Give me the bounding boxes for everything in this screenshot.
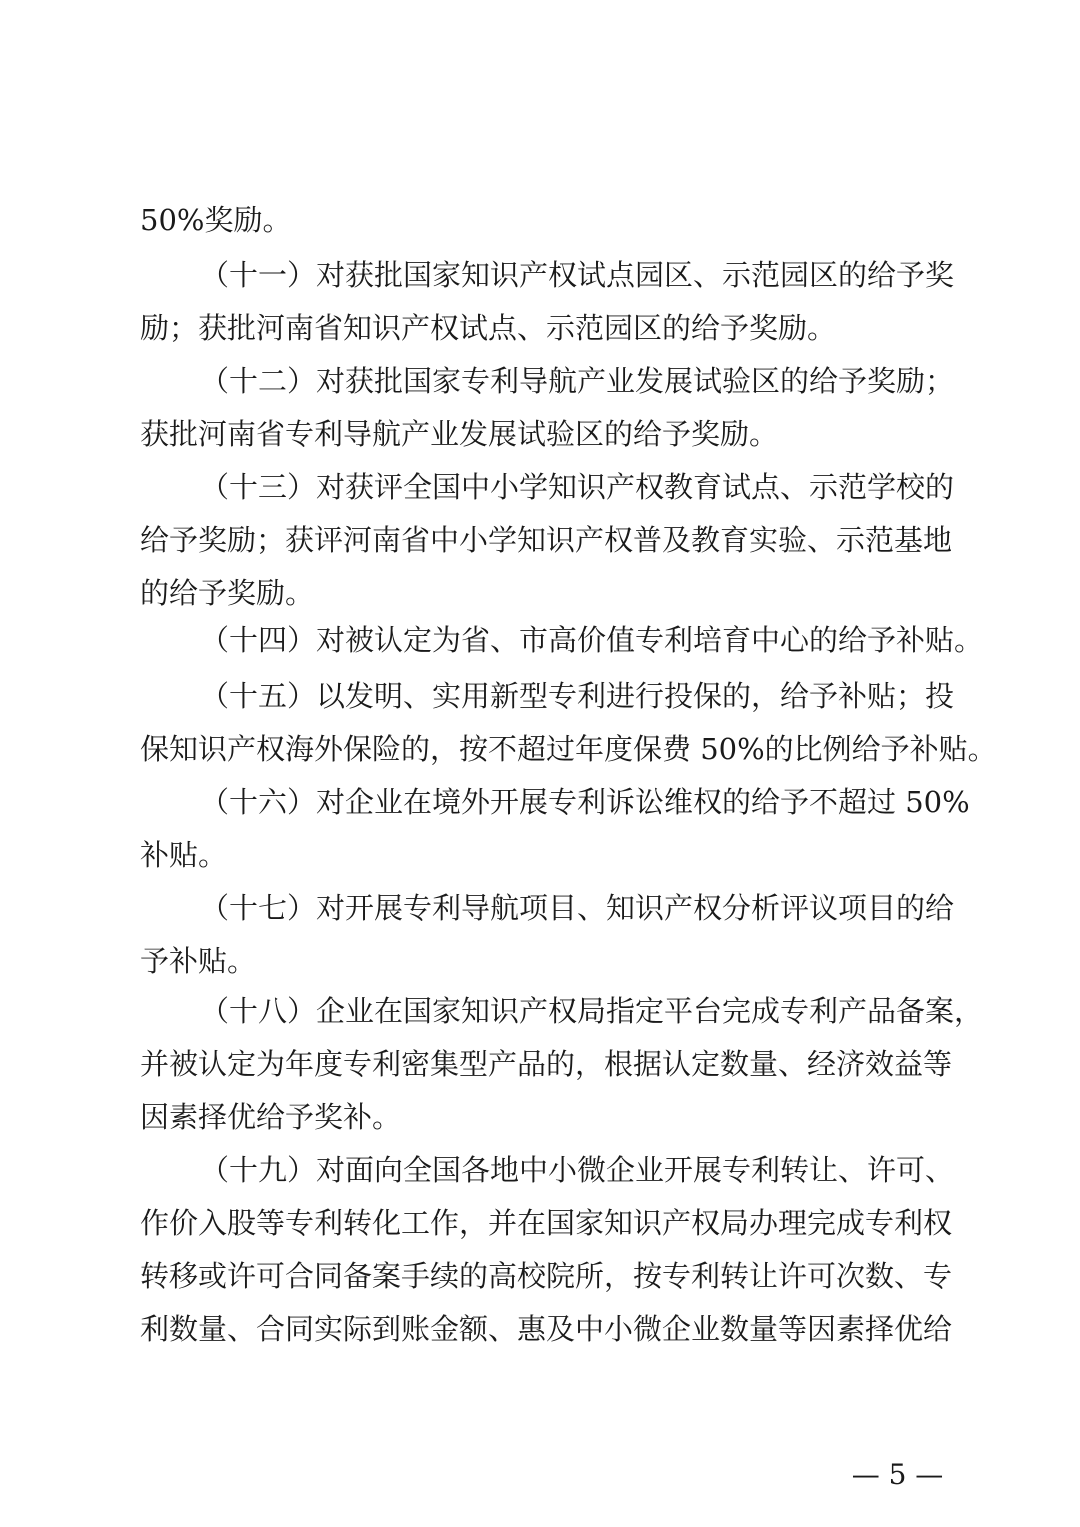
text-line: 保知识产权海外保险的，按不超过年度保费 50%的比例给予补贴。 — [140, 732, 997, 766]
text-line: 因素择优给予奖补。 — [140, 1100, 402, 1134]
text-line: 予补贴。 — [140, 944, 257, 978]
text-line: 作价入股等专利转化工作，并在国家知识产权局办理完成专利权 — [140, 1206, 953, 1240]
text-line: 获批河南省专利导航产业发展试验区的给予奖励。 — [140, 417, 779, 451]
text-line: 利数量、合同实际到账金额、惠及中小微企业数量等因素择优给 — [140, 1312, 953, 1346]
page-number: — 5 — — [851, 1458, 944, 1491]
text-line: （十一）对获批国家知识产权试点园区、示范园区的给予奖 — [200, 258, 955, 292]
text-line: 补贴。 — [140, 838, 228, 872]
text-line: （十二）对获批国家专利导航产业发展试验区的给予奖励； — [200, 364, 955, 398]
text-line: 给予奖励；获评河南省中小学知识产权普及教育实验、示范基地 — [140, 523, 953, 557]
text-line: 并被认定为年度专利密集型产品的，根据认定数量、经济效益等 — [140, 1047, 953, 1081]
text-line: （十九）对面向全国各地中小微企业开展专利转让、许可、 — [200, 1153, 955, 1187]
text-line: 励；获批河南省知识产权试点、示范园区的给予奖励。 — [140, 311, 837, 345]
text-line: （十四）对被认定为省、市高价值专利培育中心的给予补贴。 — [200, 623, 984, 657]
text-line: （十三）对获评全国中小学知识产权教育试点、示范学校的 — [200, 470, 955, 504]
text-line: （十八）企业在国家知识产权局指定平台完成专利产品备案， — [200, 994, 984, 1028]
text-line: 的给予奖励。 — [140, 576, 315, 610]
text-line: （十六）对企业在境外开展专利诉讼维权的给予不超过 50% — [200, 785, 970, 819]
text-line: 转移或许可合同备案手续的高校院所，按专利转让许可次数、专 — [140, 1259, 953, 1293]
text-line: （十七）对开展专利导航项目、知识产权分析评议项目的给 — [200, 891, 955, 925]
text-line: 50%奖励。 — [140, 203, 292, 237]
text-line: （十五）以发明、实用新型专利进行投保的，给予补贴；投 — [200, 679, 955, 713]
